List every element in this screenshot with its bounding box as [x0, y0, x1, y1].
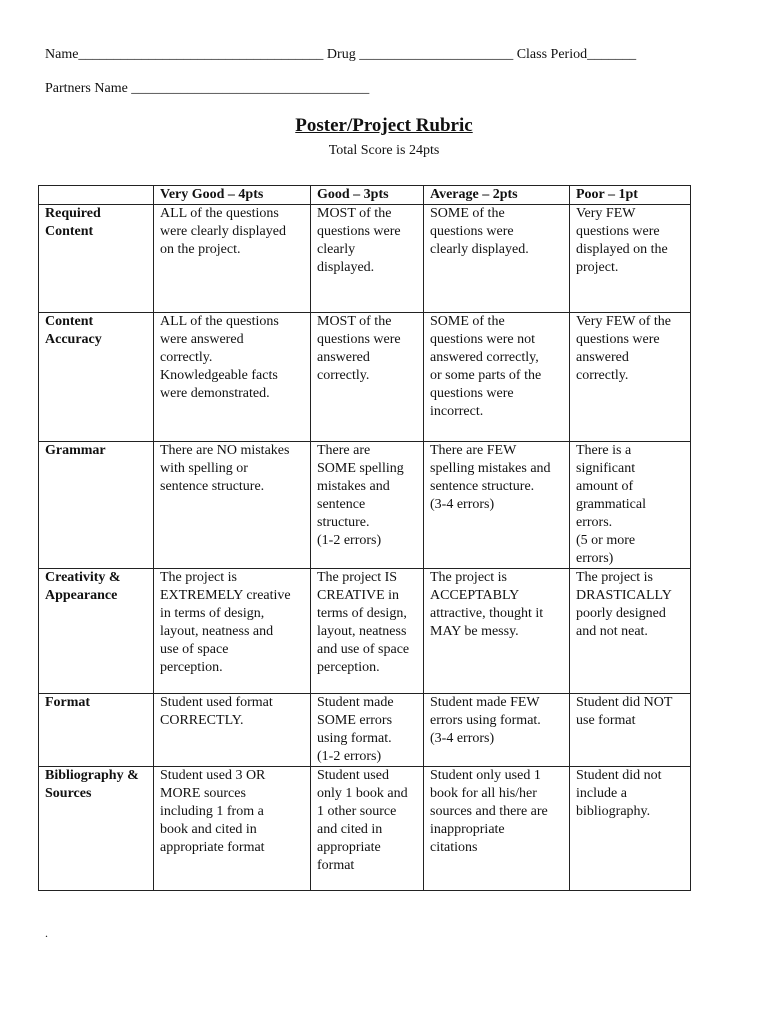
rubric-cell: Student made FEW errors using format. (3-4 errors): [424, 694, 570, 767]
rubric-row-content-accuracy: [39, 313, 691, 442]
header-cell-very-good: Very Good – 4pts: [154, 186, 311, 205]
rubric-cell: Student used only 1 book and 1 other source and cited in appropriate format: [311, 767, 424, 891]
rubric-row-creativity-appearance: [39, 569, 691, 694]
rubric-cell: The project is EXTREMELY creative in terms of design, layout, neatness and use of space perception.: [154, 569, 311, 694]
header-cell-poor: Poor – 1pt: [570, 186, 691, 205]
row-label: Grammar: [39, 442, 154, 569]
row-label: Format: [39, 694, 154, 767]
rubric-cell: Student used 3 OR MORE sources including 1 from a book and cited in appropriate format: [154, 767, 311, 891]
footer-dot: .: [45, 926, 48, 940]
page-title: Poster/Project Rubric: [295, 115, 473, 136]
rubric-row-grammar: [39, 442, 691, 569]
rubric-cell: Student did not include a bibliography.: [570, 767, 691, 891]
rubric-cell: SOME of the questions were not answered correctly, or some parts of the questions were incorrect.: [424, 313, 570, 442]
rubric-cell: ALL of the questions were clearly displayed on the project.: [154, 205, 311, 313]
rubric-cell: MOST of the questions were clearly displayed.: [311, 205, 424, 313]
rubric-cell: Very FEW of the questions were answered correctly.: [570, 313, 691, 442]
header-cell-average: Average – 2pts: [424, 186, 570, 205]
rubric-cell: ALL of the questions were answered correctly. Knowledgeable facts were demonstrated.: [154, 313, 311, 442]
rubric-cell: SOME of the questions were clearly displayed.: [424, 205, 570, 313]
header-cell-good: Good – 3pts: [311, 186, 424, 205]
rubric-cell: The project is ACCEPTABLY attractive, thought it MAY be messy.: [424, 569, 570, 694]
rubric-cell: There are NO mistakes with spelling or sentence structure.: [154, 442, 311, 569]
rubric-cell: Very FEW questions were displayed on the project.: [570, 205, 691, 313]
total-score-subtitle: Total Score is 24pts: [328, 143, 440, 158]
row-label: Creativity & Appearance: [39, 569, 154, 694]
rubric-cell: There are SOME spelling mistakes and sentence structure. (1-2 errors): [311, 442, 424, 569]
rubric-cell: There are FEW spelling mistakes and sentence structure. (3-4 errors): [424, 442, 570, 569]
row-label: Content Accuracy: [39, 313, 154, 442]
rubric-cell: Student only used 1 book for all his/her sources and there are inappropriate citations: [424, 767, 570, 891]
rubric-cell: There is a significant amount of grammatical errors. (5 or more errors): [570, 442, 691, 569]
rubric-row-format: [39, 694, 691, 767]
rubric-cell: MOST of the questions were answered correctly.: [311, 313, 424, 442]
rubric-cell: Student used format CORRECTLY.: [154, 694, 311, 767]
rubric-cell: Student did NOT use format: [570, 694, 691, 767]
header-cell-empty: [39, 186, 154, 205]
name-drug-period-line: Name___________________________________ Drug ______________________ Class Period_______: [45, 47, 637, 62]
rubric-cell: The project IS CREATIVE in terms of design, layout, neatness and use of space perception.: [311, 569, 424, 694]
rubric-header-row: [39, 186, 691, 205]
row-label: Required Content: [39, 205, 154, 313]
rubric-cell: The project is DRASTICALLY poorly designed and not neat.: [570, 569, 691, 694]
partners-name-line: Partners Name __________________________________: [45, 81, 370, 96]
rubric-row-required-content: [39, 205, 691, 313]
rubric-row-bibliography-sources: [39, 767, 691, 891]
rubric-table: [38, 185, 691, 891]
rubric-cell: Student made SOME errors using format. (1-2 errors): [311, 694, 424, 767]
row-label: Bibliography & Sources: [39, 767, 154, 891]
